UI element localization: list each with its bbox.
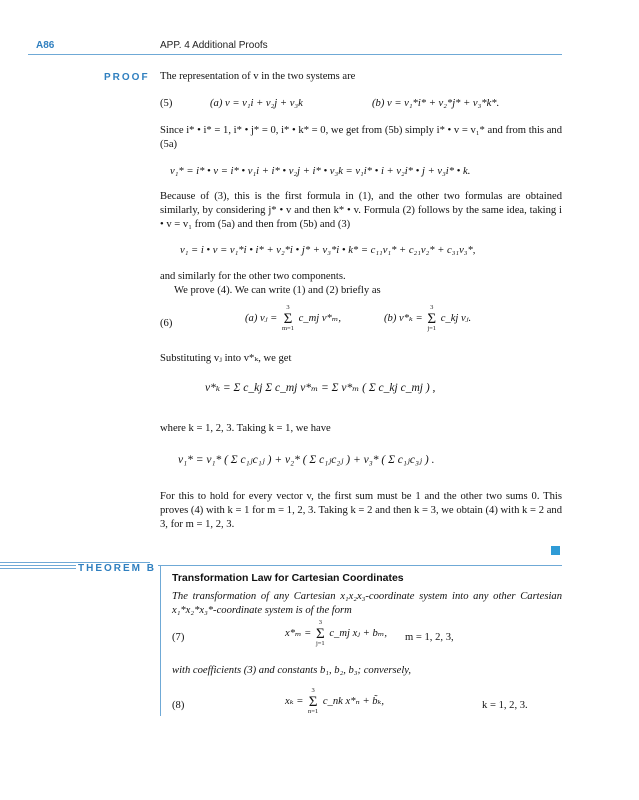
proof-label: PROOF: [104, 72, 150, 83]
eq7-range: m = 1, 2, 3,: [405, 632, 454, 643]
theorem-coefficients: with coefficients (3) and constants b₁, b₂, b₃; conversely,: [172, 665, 412, 676]
proof-paragraph-2: Since i* • i* = 1, i* • j* = 0, i* • k* = 0, we get from (5b) simply i* • v = v₁* and from this and (5a): [160, 125, 562, 150]
proof-paragraph-5: We prove (4). We can write (1) and (2) briefly as: [174, 285, 381, 296]
eq6b-rhs: c_kj vⱼ.: [440, 312, 472, 324]
eq6a-lhs: (a) vⱼ =: [245, 312, 278, 324]
eq7-rhs: c_mj xⱼ + bₘ,: [329, 627, 387, 639]
equation-v1: v₁ = i • v = v₁*i • i* + v₂*i • j* + v₃*i • k* = c₁₁v₁* + c₂₁v₂* + c₃₁v₃*,: [180, 245, 476, 256]
eq8-number: (8): [172, 700, 185, 711]
qed-square-icon: [551, 546, 560, 555]
sum-symbol: 3 Σ j=1: [427, 304, 437, 332]
eq8-range: k = 1, 2, 3.: [482, 700, 528, 711]
eq6a-rhs: c_mj v*ₘ,: [298, 312, 341, 324]
sum-symbol: 3 Σ j=1: [315, 619, 325, 647]
eq5a: (a) v = v₁i + v₂j + v₃k: [210, 98, 303, 109]
eq6b-lhs: (b) v*ₖ =: [384, 312, 423, 324]
eq8-lhs: xₖ =: [285, 695, 304, 707]
eq7-lhs: x*ₘ =: [285, 627, 312, 639]
proof-conclusion: For this to hold for every vector v, the first sum must be 1 and the other two sums 0. This proves (4) with k = 1 for m = 1, 2, 3. Taking k = 2 and then k = 3, we obtain (4) with k = 2 and 3, for m = 1, 2, 3.: [160, 491, 562, 530]
eq6b: [384, 305, 471, 332]
proof-paragraph-4: and similarly for the other two components.: [160, 271, 346, 282]
eq7: [285, 620, 387, 647]
equation-k1: v₁* = v₁* ( Σ c₁ⱼc₁ⱼ ) + v₂* ( Σ c₁ⱼc₂ⱼ ) + v₃* ( Σ c₁ⱼc₃ⱼ ) .: [178, 454, 435, 466]
eq8: [285, 688, 384, 715]
eq8-rhs: c_nk x*ₙ + b̃ₖ,: [322, 695, 385, 707]
running-title: APP. 4 Additional Proofs: [160, 40, 268, 51]
theorem-label: THEOREM B: [78, 563, 156, 574]
proof-paragraph-3: Because of (3), this is the first formula in (1), and the other two formulas are obtained similarly, by considering j* • v and then k* • v. Formula (2) follows by the same idea, taking i • v = v₁ from (5a) and then from (5b) and (3): [160, 191, 562, 230]
proof-paragraph-7: where k = 1, 2, 3. Taking k = 1, we have: [160, 423, 331, 434]
eq6a: [245, 305, 341, 332]
equation-substitution: v*ₖ = Σ c_kj Σ c_mj v*ₘ = Σ v*ₘ ( Σ c_kj c_mj ) ,: [205, 382, 436, 394]
eq7-number: (7): [172, 632, 185, 643]
sum-symbol: 3 Σ m=1: [281, 304, 294, 332]
eq6-number: (6): [160, 318, 173, 329]
theorem-bar: [160, 566, 161, 716]
eq5-number: (5): [160, 98, 173, 109]
proof-paragraph-6: Substituting vⱼ into v*ₖ, we get: [160, 353, 292, 364]
sum-symbol: 3 Σ n=1: [308, 687, 319, 715]
proof-intro: The representation of v in the two systems are: [160, 71, 356, 82]
page-number: A86: [36, 40, 55, 51]
eq5b: (b) v = v₁*i* + v₂*j* + v₃*k*.: [372, 98, 500, 109]
header-rule: [28, 54, 562, 55]
equation-v1-star: v₁* = i* • v = i* • v₁i + i* • v₂j + i* • v₃k = v₁i* • i + v₂i* • j + v₃i* • k.: [170, 166, 471, 177]
theorem-statement: The transformation of any Cartesian x₁x₂x₃-coordinate system into any other Cartesian x₁*x₂*x₃*-coordinate system is of the form: [172, 591, 562, 616]
theorem-title: Transformation Law for Cartesian Coordinates: [172, 572, 404, 584]
